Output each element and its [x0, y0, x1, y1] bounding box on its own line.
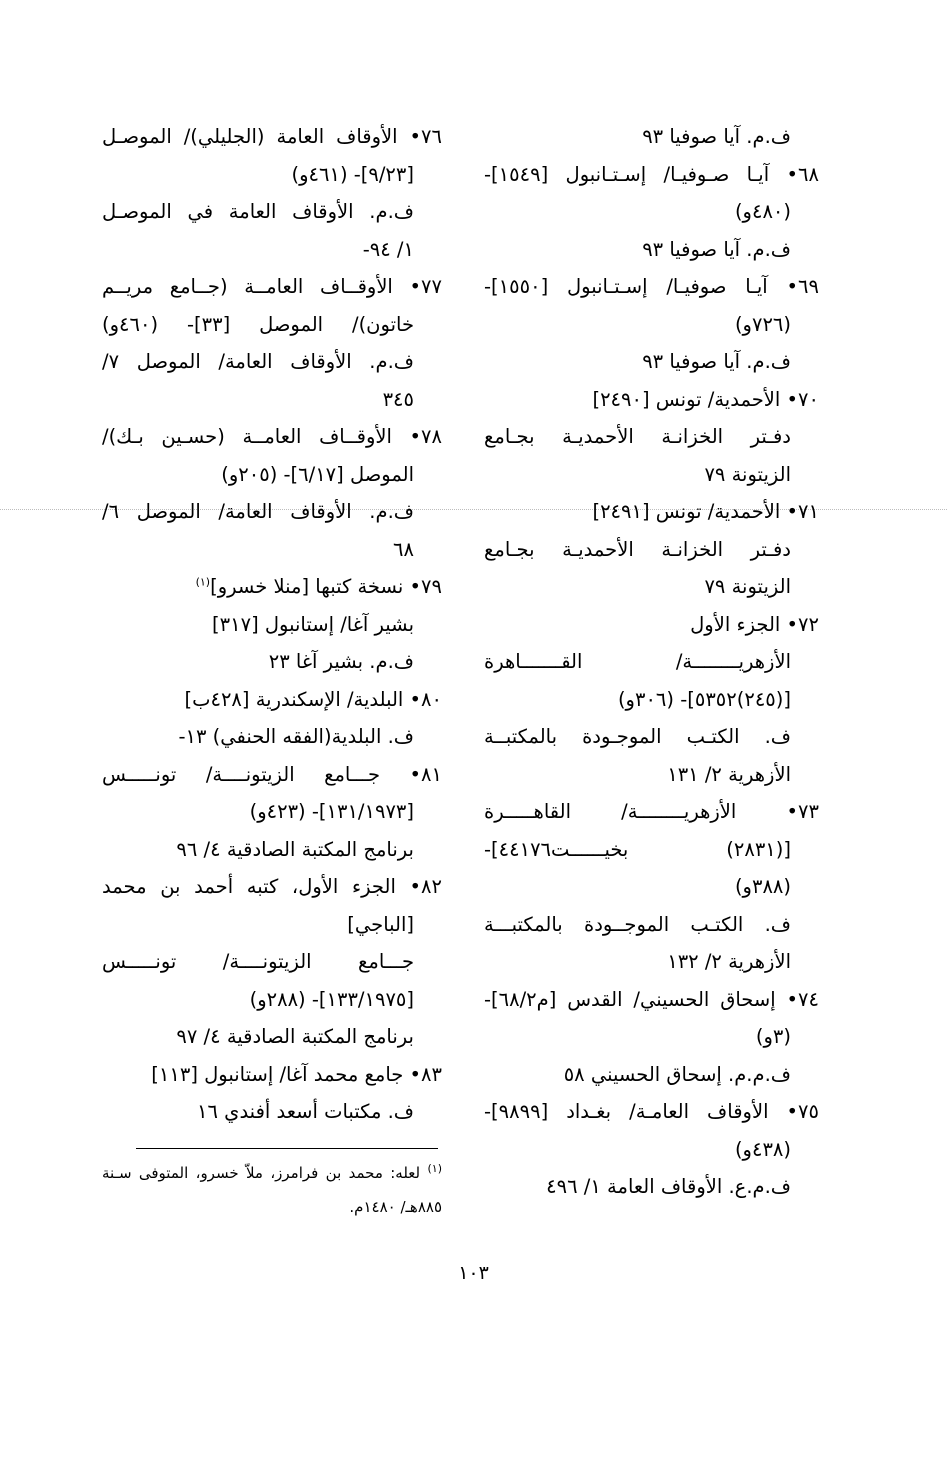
left-column-line [102, 381, 442, 419]
right-column-line-text: ٧٣• الأزهريــــــــة/ القاهـــــرة [484, 800, 819, 823]
right-column-line [484, 306, 819, 344]
right-column-line-text: ٦٩• آيـا صوفيـا/ إسـتـانبول [١٥٥٠]- [484, 275, 819, 298]
left-column-line [102, 306, 442, 344]
left-column-line [102, 643, 442, 681]
left-column-line [102, 756, 442, 794]
left-column-line-text: ٨٠• البلدية/ الإسكندرية [٤٢٨ب] [184, 687, 442, 711]
left-column-line-text: ٨١• جـــامع الزيتونــــة/ تونـــــس [102, 762, 442, 786]
right-column-line [484, 831, 819, 869]
left-column-line [102, 906, 442, 944]
left-column-line [102, 1093, 442, 1131]
page-number: ١٠٣ [458, 1262, 489, 1284]
left-column-line-text: [الباجي] [347, 912, 414, 936]
left-column-line-text: بشير آغا/ إستانبول [٣١٧] [212, 612, 414, 636]
right-column-line-text: دفـتر الخزانـة الأحمديـة بجـامع [484, 425, 791, 448]
left-column-line [102, 1056, 442, 1094]
left-column-line [102, 793, 442, 831]
footnote-line-2: ٨٨٥هـ/ ١٤٨٠م. [349, 1198, 442, 1216]
left-column-line [102, 193, 442, 231]
right-column-line-text: ٧١• الأحمدية/ تونس [٢٤٩١] [592, 500, 819, 523]
left-column-line [102, 456, 442, 494]
left-column [102, 118, 442, 1131]
left-column-line [102, 681, 442, 719]
right-column-line-text: الزيتونة ٧٩ [704, 575, 791, 598]
right-column-line [484, 606, 819, 644]
left-column-line-text: ف. مكتبات أسعد أفندي ١٦ [197, 1100, 414, 1123]
left-column-line [102, 268, 442, 306]
right-column-line-text: ٧٥• الأوقاف العامـة/ بغـداد [٩٨٩٩]- [484, 1100, 819, 1123]
right-column-line-text: ف.م. آيا صوفيا ٩٣ [642, 350, 791, 373]
left-column-line-text: ٨٢• الجزء الأول، كتبه أحمد بن محمد [102, 875, 442, 898]
right-column-line [484, 906, 819, 944]
right-column-line [484, 418, 819, 456]
left-column-line [102, 231, 442, 269]
left-column-line [102, 606, 442, 644]
right-column-line-text: ف.م.م. إسحاق الحسيني ٥٨ [563, 1062, 791, 1086]
left-column-line-text: [٩/٢٣]- (٤٦١و) [291, 162, 414, 186]
left-column-line-text: برنامج المكتبة الصادقية ٤/ ٩٦ [176, 837, 414, 861]
right-column-line [484, 381, 819, 419]
right-column-line [484, 718, 819, 756]
left-column-line-text: ٧٩• نسخة كتبها [منلا خسرو] [210, 575, 442, 598]
right-column-line [484, 118, 819, 156]
left-column-line [102, 831, 442, 869]
right-column-line [484, 156, 819, 194]
right-column-line [484, 1056, 819, 1094]
right-column-line-text: ف.م.ع. الأوقاف العامة ١/ ٤٩٦ [546, 1175, 791, 1198]
right-column-line [484, 193, 819, 231]
right-column-line-text: [(٢٤٥)٥٣٥٢]- (٣٠٦و) [617, 687, 791, 711]
left-column-line-text: ٣٤٥ [382, 387, 414, 411]
left-column-line-text: [١٣٣/١٩٧٥]- (٢٨٨و) [249, 987, 414, 1011]
right-column-line [484, 493, 819, 531]
footnote-reference: (١) [195, 575, 211, 589]
left-column-line-text: ف.م. بشير آغا ٢٣ [268, 650, 414, 673]
right-column-line-text: الأزهريــــــــة/ القـــــــاهرة [484, 650, 791, 673]
footnote [102, 1156, 442, 1224]
left-column-line [102, 568, 442, 606]
right-column-line [484, 1093, 819, 1131]
right-column-line-text: (٣٨٨و) [734, 875, 791, 898]
right-column-line [484, 456, 819, 494]
right-column-line [484, 643, 819, 681]
right-column-line-text: دفـتر الخزانـة الأحمديـة بجـامع [484, 537, 791, 561]
right-column-line [484, 793, 819, 831]
left-column-line-text: ٧٧• الأوقــاف العامــة (جــامع مريــم [102, 275, 442, 298]
left-column-line [102, 1018, 442, 1056]
right-column-line [484, 231, 819, 269]
left-column-line-text: ف.م. الأوقاف العامة في الموصـل [102, 200, 414, 223]
right-column-line [484, 531, 819, 569]
left-column-line-text: ف.م. الأوقاف العامة/ الموصل ٦/ [102, 500, 414, 523]
left-column-line-text: خاتون)/ الموصل [٣٣]- (٤٦٠و) [102, 312, 414, 336]
right-column-line-text: ف.م. آيا صوفيا ٩٣ [642, 125, 791, 148]
right-column-line-text: الأزهرية ٢/ ١٣٢ [667, 950, 791, 973]
right-column [484, 118, 819, 1206]
right-column-line-text: الزيتونة ٧٩ [704, 462, 791, 486]
right-column-line-text: ف. الكتـب الموجـودة بالمكتبــة [484, 725, 791, 748]
right-column-line-text: [(٢٨٣١) بخيــــــت٤٤١٧٦]- [484, 837, 791, 861]
right-column-line [484, 343, 819, 381]
right-column-line-text: الأزهرية ٢/ ١٣١ [667, 762, 791, 786]
right-column-line [484, 943, 819, 981]
left-column-line [102, 943, 442, 981]
right-column-line [484, 981, 819, 1019]
left-column-line-text: ٦٨ [393, 537, 414, 561]
left-column-line-text: جـــامع الزيتونــــة/ تونـــــس [102, 950, 414, 973]
right-column-line [484, 1131, 819, 1169]
left-column-line-text: [١٣١/١٩٧٣]- (٤٢٣و) [249, 800, 414, 823]
left-column-line [102, 418, 442, 456]
right-column-line [484, 1018, 819, 1056]
right-column-line [484, 568, 819, 606]
left-column-line-text: ٨٣• جامع محمد آغا/ إستانبول [١١٣] [151, 1062, 442, 1086]
left-column-line [102, 868, 442, 906]
left-column-line-text: ف. البلدية(الفقه الحنفي) ١٣- [178, 725, 414, 748]
footnote-text-1: لعله: محمد بن فرامرز، ملاّ خسرو، المتوفى سـنة [102, 1164, 421, 1182]
footnote-marker: (١) [427, 1162, 442, 1175]
right-column-line-text: ف. الكتـب الموجــودة بالمكتبـــة [484, 912, 791, 936]
right-column-line [484, 756, 819, 794]
left-column-line-text: ٧٦• الأوقاف العامة (الجليلي)/ الموصـل [102, 125, 442, 148]
right-column-line-text: ٧٤• إسحاق الحسيني/ القدس [م٦٨/٢]- [484, 987, 819, 1011]
right-column-line-text: ٧٠• الأحمدية/ تونس [٢٤٩٠] [592, 387, 819, 411]
left-column-line-text: ٧٨• الأوقــاف العامــة (حسـين بـك)/ [102, 425, 442, 448]
right-column-line-text: (٣و) [755, 1025, 791, 1048]
right-column-line [484, 868, 819, 906]
right-column-line [484, 268, 819, 306]
left-column-line-text: برنامج المكتبة الصادقية ٤/ ٩٧ [176, 1025, 414, 1048]
right-column-line-text: (٧٢٦و) [734, 312, 791, 336]
footnote-rule [136, 1148, 438, 1149]
right-column-line-text: (٤٣٨و) [734, 1137, 791, 1161]
left-column-line-text: الموصل [٦/١٧]- (٢٠٥و) [221, 462, 414, 486]
footnote-line-1 [102, 1156, 442, 1190]
right-column-line [484, 1168, 819, 1206]
right-column-line-text: ٦٨• آيـا صـوفيـا/ إسـتـانبول [١٥٤٩]- [484, 162, 819, 186]
left-column-line [102, 343, 442, 381]
left-column-line [102, 118, 442, 156]
right-column-line-text: ٧٢• الجزء الأول [690, 612, 819, 636]
right-column-line-text: (٤٨٠و) [734, 200, 791, 223]
left-column-line [102, 718, 442, 756]
right-column-line-text: ف.م. آيا صوفيا ٩٣ [642, 237, 791, 261]
left-column-line [102, 156, 442, 194]
left-column-line [102, 493, 442, 531]
left-column-line-text: ف.م. الأوقاف العامة/ الموصل ٧/ [102, 350, 414, 373]
left-column-line [102, 531, 442, 569]
left-column-line [102, 981, 442, 1019]
right-column-line [484, 681, 819, 719]
left-column-line-text: ١/ ٩٤- [362, 237, 414, 261]
